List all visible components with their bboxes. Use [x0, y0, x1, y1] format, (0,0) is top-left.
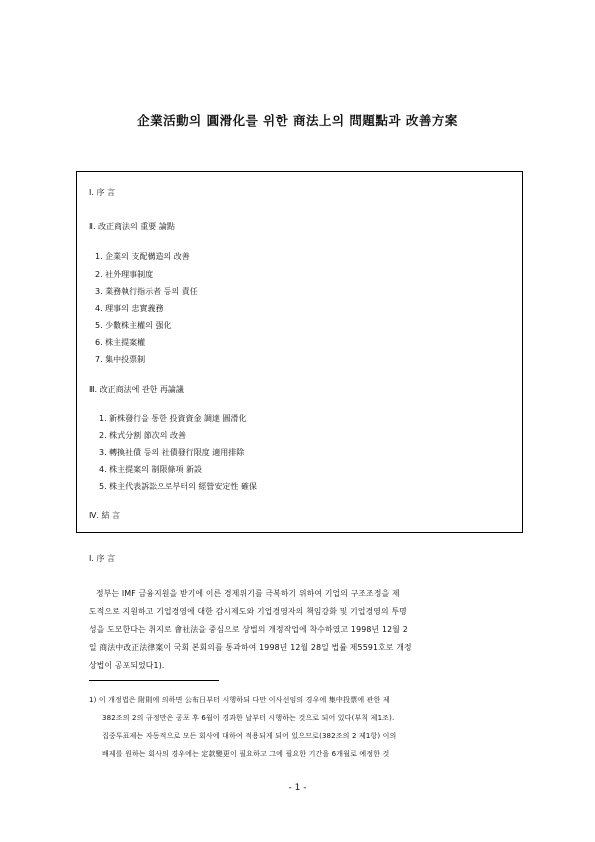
- footnote-line: 1) 이 개정법은 附則에 의하면 公布日부터 시행하되 다만 이사선임의 경우에 集中投票에 관한 제: [89, 696, 390, 704]
- toc-section-4: Ⅳ. 結 言: [89, 511, 121, 520]
- paragraph-line: 정부는 IMF 금융지원을 받기에 이른 경제위기를 극복하기 위하여 기업의 구조조정을 제: [96, 589, 400, 598]
- toc-item: 1. 企業의 支配構造의 改善: [95, 252, 190, 261]
- paragraph-line: 일 商法中改正法律案이 국회 본회의를 통과하여 1998년 12월 28일 법률 제5591호로 개정: [89, 643, 412, 652]
- toc-item: 7. 集中投票制: [95, 355, 146, 364]
- paragraph-line: 도적으로 지원하고 기업경영에 대한 감시제도와 기업경영자의 책임강화 및 기업경영의 투명: [89, 607, 407, 616]
- toc-item: 6. 株主提案權: [95, 338, 146, 347]
- toc-item: 3. 轉換社債 등의 社債發行限度 適用排除: [99, 448, 245, 457]
- paragraph-line: 성을 도모한다는 취지로 會社法을 중심으로 상법의 개정작업에 착수하였고 1998년 12월 2: [89, 625, 408, 634]
- toc-item: 4. 理事의 忠實義務: [95, 304, 164, 313]
- document-title: 企業活動의 圓滑化를 위한 商法上의 問題點과 改善方案: [137, 113, 458, 128]
- toc-item: 4. 株主提案의 制限條項 新設: [99, 465, 202, 474]
- section-heading: Ⅰ. 序 言: [89, 554, 115, 563]
- toc-item: 2. 株式分割 節次의 改善: [99, 431, 186, 440]
- toc-section-1: Ⅰ. 序 言: [89, 188, 115, 197]
- table-of-contents-box: [76, 171, 523, 533]
- paragraph-line: 상법이 공포되었다1).: [89, 661, 165, 670]
- toc-item: 5. 株主代表訴訟으로부터의 經營安定性 確保: [99, 482, 257, 491]
- footnote-line: 382조의 2의 규정만은 공포 후 6월이 경과한 날부터 시행하는 것으로 되어 있다(부칙 제1조).: [102, 714, 395, 722]
- footnote-divider: [89, 680, 219, 681]
- toc-section-2: Ⅱ. 改正商法의 重要 論點: [89, 222, 175, 231]
- toc-item: 1. 新株發行을 통한 投資資金 調達 圓滑化: [99, 414, 247, 423]
- toc-item: 2. 社外理事制度: [95, 270, 154, 279]
- page-number: - 1 -: [288, 783, 307, 793]
- toc-item: 5. 少數株主權의 强化: [95, 321, 172, 330]
- toc-item: 3. 業務執行指示者 등의 責任: [95, 287, 198, 296]
- toc-section-3: Ⅲ. 改正商法에 관한 再論議: [89, 385, 184, 394]
- footnote-line: 배제를 원하는 회사의 경우에는 定款變更이 필요하고 그에 필요한 기간을 6개월로 예정한 것: [102, 750, 390, 758]
- footnote-line: 집중투표제는 자동적으로 모든 회사에 대하여 적용되게 되어 있으므로(382조의 2 제1항) 이의: [102, 732, 397, 740]
